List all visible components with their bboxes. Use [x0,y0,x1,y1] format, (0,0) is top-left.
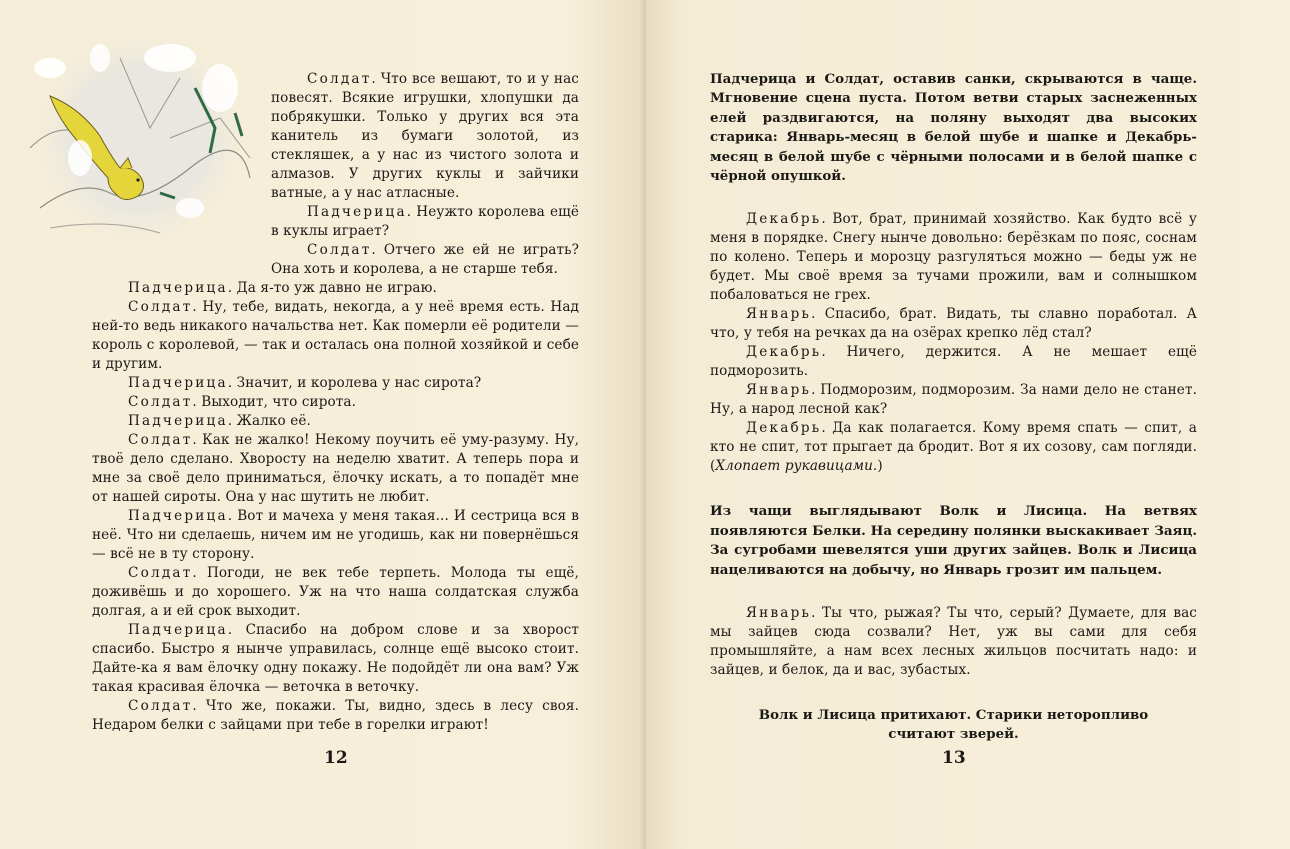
dialogue-line: Январь. Спасибо, брат. Видать, ты славно поработал. А что, у тебя на речках да на озёрах крепко лёд стал? [710,306,1197,342]
dialogue-line: Декабрь. Ничего, держится. А не мешает ещё подморозить. [710,344,1197,380]
dialogue-line: Падчерица. Жалко её. [128,413,311,429]
page-number: 12 [324,748,348,768]
dialogue-line: Солдат. Что же, покажи. Ты, видно, здесь в лесу своя. Недаром белки с зайцами при тебе в горелки играют! [92,698,579,733]
stage-direction: Из чащи выглядывают Волк и Лисица. На ветвях появляются Белки. На середину полянки выскакивает Заяц. За сугробами шевелятся уши других зайцев. Волк и Лисица нацеливаются на добычу, но Январь грозит им пальцем. [710,503,1197,578]
dialogue-line: Солдат. Ну, тебе, видать, некогда, а у неё время есть. Над ней-то ведь никакого начальства нет. Как померли её родители — король с королевой, — так и осталась она полной хозяйкой и себе и другим. [92,299,579,372]
dialogue-line: Падчерица. Значит, и королева у нас сирота? [128,375,482,391]
dialogue-line: Солдат. Отчего же ей не играть? Она хоть и королева, а не старше тебя. [271,242,579,277]
dialogue-line: Падчерица. Неужто королева ещё в куклы играет? [271,204,579,239]
dialogue-line: Декабрь. Вот, брат, принимай хозяйство. Как будто всё у меня в порядке. Снегу нынче довольно: берёзкам по пояс, соснам по колено. Теперь и морозцу разгуляться можно — беды уж не будет. Мы своё время за тучами прожили, вам и солнышком побаловаться не грех. [710,211,1197,304]
stage-remark: Хлопает рукавицами. [715,458,878,475]
dialogue-line: Падчерица. Вот и мачеха у меня такая... И сестрица вся в неё. Что ни сделаешь, ничем им не угодишь, как ни повернёшься — всё не в ту сторону. [92,508,579,562]
page-number: 13 [942,748,966,768]
dialogue-line: Солдат. Что все вешают, то и у нас повесят. Всякие игрушки, хлопушки да побрякушки. Только у других вся эта канитель из бумаги золотой, из стекляшек, а у нас из чистого золота и алмазов. У других куклы и зайчики ватные, а у нас атласные. [271,71,579,201]
dialogue-line: Солдат. Выходит, что сирота. [128,394,357,410]
dialogue-block [710,210,1197,476]
stage-direction: Падчерица и Солдат, оставив санки, скрываются в чаще. Мгновение сцена пуста. Потом ветви старых заснеженных елей раздвигаются, на поляну выходят два высоких старика: Январь-месяц в белой шубе и шапке и Декабрь-месяц в белой шубе с чёрными полосами и в белой шапке с чёрной опушкой. [710,71,1197,185]
dialogue-beside-illustration [271,70,579,279]
dialogue-line: Солдат. Погоди, не век тебе терпеть. Молода ты ещё, доживёшь и до хорошего. Уж на что наша солдатская служба долгая, а и ей срок выходит. [92,565,579,619]
right-text-column [710,70,1197,745]
stage-direction: Волк и Лисица притихают. Старики неторопливо считают зверей. [758,707,1149,743]
dialogue-line: Январь. Подморозим, подморозим. За нами дело не станет. Ну, а народ лесной как? [710,382,1197,418]
left-page [0,0,644,849]
dialogue-column [92,279,579,735]
dialogue-line: Декабрь. Да как полагается. Кому время спать — спит, а кто не спит, тот прыгает да бродит. Вот я их созову, сам погляди. (Хлопает рукавицами.) [710,420,1197,475]
dialogue-line: Январь. Ты что, рыжая? Ты что, серый? Думаете, для вас мы зайцев сюда созвали? Нет, уж вы сами для себя промышляйте, а нам всех лесных жильцов посчитать надо: и зайцев, и белок, да и вас, зубастых. [710,605,1197,679]
right-page [646,0,1290,849]
dialogue-line: Падчерица. Спасибо на добром слове и за хворост спасибо. Быстро я нынче управилась, солнце ещё высоко стоит. Дайте-ка я вам ёлочку одну покажу. Не подойдёт ли она вам? Уж такая красивая ёлочка — веточка в веточку. [92,622,579,695]
dialogue-line: Падчерица. Да я-то уж давно не играю. [128,280,437,296]
squirrel-illustration [20,18,260,258]
dialogue-block [710,604,1197,680]
dialogue-line: Солдат. Как не жалко! Некому поучить её уму-разуму. Ну, твоё дело сделано. Хворосту на неделю хватит. А теперь пора и мне за своё дело приниматься, ёлочку искать, а то попадёт мне от нашей сироты. Она у нас шутить не любит. [92,432,579,505]
